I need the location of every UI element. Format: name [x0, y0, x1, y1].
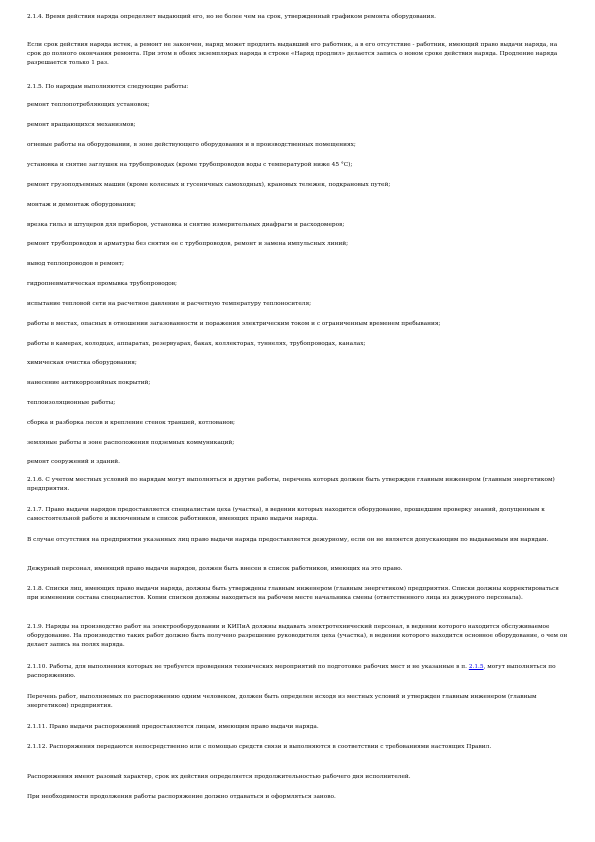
clause-2-1-5-link[interactable]: 2.1.5 — [468, 664, 484, 670]
list-item: установка и снятие заглушек на трубопроводах (кроме трубопроводов воды с температурой ниже 45 °С); — [27, 162, 353, 168]
paragraph-2-1-10-text-end: , могут выполняться по распоряжению. — [27, 664, 556, 679]
paragraph-one-time-orders: Распоряжения имеют разовый характер, срок их действия определяется продолжительностью рабочего дня исполнителей. — [27, 774, 411, 780]
list-item: ремонт трубопроводов и арматуры без снятия ее с трубопроводов, ремонт и замена импульсных линий; — [27, 241, 349, 247]
list-item: гидропневматическая промывка трубопроводов; — [27, 281, 177, 287]
list-item: ремонт сооружений и зданий. — [27, 459, 120, 465]
paragraph-2-1-7: 2.1.7. Право выдачи нарядов предоставляется специалистам цеха (участка), в ведении которых находится оборудование, прошедшим проверку знаний, допущенным к самостоятельной работе и включенным в список работников, имеющих право выдачи наряда. — [27, 507, 545, 522]
list-item: работы в камерах, колодцах, аппаратах, резервуарах, баках, коллекторах, туннелях, трубопроводах, каналах; — [27, 341, 366, 347]
paragraph-order-renewal: При необходимости продолжения работы распоряжение должно отдаваться и оформляться заново. — [27, 794, 336, 800]
paragraph-2-1-12: 2.1.12. Распоряжения передаются непосредственно или с помощью средств связи и выполняются в соответствии с требованиями настоящих Правил. — [27, 744, 492, 750]
list-item: ремонт вращающихся механизмов; — [27, 122, 136, 128]
paragraph-2-1-4: 2.1.4. Время действия наряда определяет выдающий его, но не более чем на срок, утвержденный графиком ремонта оборудования. — [27, 14, 437, 20]
paragraph-2-1-6: 2.1.6. С учетом местных условий по нарядам могут выполняться и другие работы, перечень которых должен быть утвержден главным инженером (главным энергетиком) предприятия. — [27, 477, 555, 492]
list-item: врезка гильз и штуцеров для приборов, установка и снятие измерительных диафрагм и расходомеров; — [27, 222, 345, 228]
paragraph-2-1-10-text-start: 2.1.10. Работы, для выполнения которых не требуется проведения технических мероприятий по подготовке рабочих мест и не указанные в п. — [27, 664, 469, 670]
paragraph-2-1-9: 2.1.9. Наряды на производство работ на электрооборудовании и КИПиА должны выдавать электротехнический персонал, в ведении которого находится обслуживаемое оборудование. На производство таких работ должно быть получено разрешение руководителя цеха (участка), в ведении которого находится основное оборудование, о чем он делает запись на полях наряда. — [27, 624, 568, 648]
list-item: ремонт грузоподъемных машин (кроме колесных и гусеничных самоходных), крановых тележек, подкрановых путей; — [27, 182, 391, 188]
paragraph-2-1-5: 2.1.5. По нарядам выполняются следующие работы: — [27, 84, 189, 90]
list-item: химическая очистка оборудования; — [27, 360, 137, 366]
list-item: испытание тепловой сети на расчетное давление и расчетную температуру теплоносителя; — [27, 301, 312, 307]
paragraph-2-1-8: 2.1.8. Списки лиц, имеющих право выдачи наряда, должны быть утверждены главным инженером (главным энергетиком) предприятия. Списки должны корректироваться при изменении состава специалистов. Копии списков должны находиться на рабочем месте начальника смены (ответственного лица из дежурного персонала). — [27, 586, 559, 601]
paragraph-2-1-10 — [27, 663, 572, 681]
list-item: вывод теплопроводов в ремонт; — [27, 261, 124, 267]
list-item: земляные работы в зоне расположения подземных коммуникаций; — [27, 440, 235, 446]
list-item: сборка и разборка лесов и крепление стенок траншей, котлованов; — [27, 420, 236, 426]
paragraph-no-staff: В случае отсутствия на предприятии указанных лиц право выдачи наряда предоставляется дежурному, если он не является допускающим по выдаваемым им нарядам. — [27, 537, 549, 543]
paragraph-duty-staff: Дежурный персонал, имеющий право выдачи нарядов, должен быть внесен в список работников, имеющих на это право. — [27, 566, 403, 572]
list-item: ремонт теплопотребляющих установок; — [27, 102, 150, 108]
list-item: работы в местах, опасных в отношении загазованности и поражения электрическим током и с ограниченным временем пребывания; — [27, 321, 441, 327]
list-item: теплоизоляционные работы; — [27, 400, 116, 406]
paragraph-order-extension: Если срок действия наряда истек, а ремонт не закончен, наряд может продлить выдавший его работник, а в его отсутствие - работник, имеющий право выдачи наряда, на срок до полного окончания ремонта. При этом в обоих экземплярах наряда в строке «Наряд продлил» делается запись о новом сроке действия наряда. Продление наряда разрешается только 1 раз. — [27, 42, 558, 66]
paragraph-single-person-works: Перечень работ, выполняемых по распоряжению одним человеком, должен быть определен исходя из местных условий и утвержден главным инженером (главным энергетиком) предприятия. — [27, 694, 537, 709]
list-item: огневые работы на оборудовании, в зоне действующего оборудования и в производственных помещениях; — [27, 142, 356, 148]
list-item: нанесение антикоррозийных покрытий; — [27, 380, 151, 386]
paragraph-2-1-11: 2.1.11. Право выдачи распоряжений предоставляется лицам, имеющим право выдачи наряда. — [27, 724, 319, 730]
list-item: монтаж и демонтаж оборудования; — [27, 202, 136, 208]
